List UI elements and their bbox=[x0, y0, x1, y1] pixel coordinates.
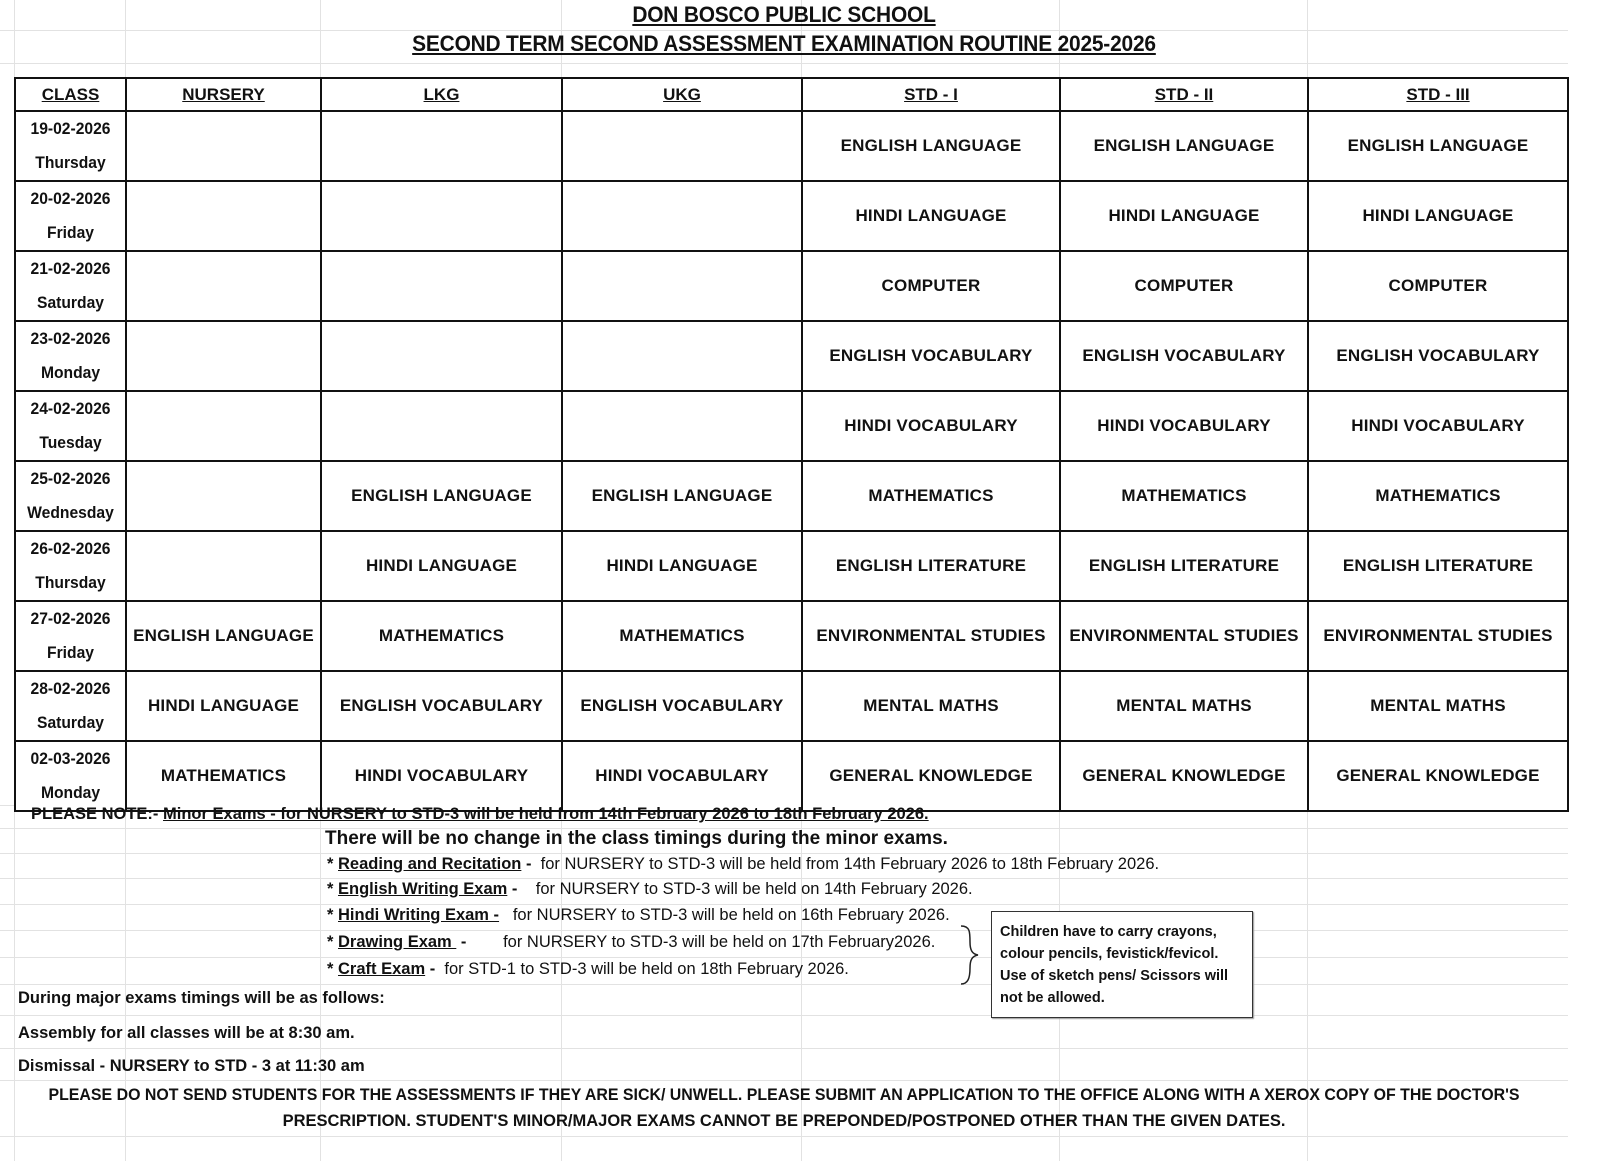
subject-cell: COMPUTER bbox=[1060, 251, 1308, 321]
subject-cell: ENGLISH LANGUAGE bbox=[321, 461, 562, 531]
subject-cell: MATHEMATICS bbox=[321, 601, 562, 671]
exam-day: Friday bbox=[47, 223, 94, 242]
subject-cell bbox=[321, 111, 562, 181]
minor-exams-note: Minor Exams - for NURSERY to STD-3 will be held from 14th February 2026 to 18th February 2026. bbox=[163, 805, 929, 823]
separator: - bbox=[521, 855, 537, 873]
subject-cell: MATHEMATICS bbox=[126, 741, 321, 811]
subject-cell bbox=[562, 251, 802, 321]
separator: - bbox=[456, 933, 471, 951]
subject-cell: ENVIRONMENTAL STUDIES bbox=[1060, 601, 1308, 671]
exam-label: Craft Exam bbox=[338, 960, 426, 978]
column-header-lkg: LKG bbox=[321, 78, 562, 111]
exam-date: 27-02-2026 bbox=[30, 609, 111, 628]
subject-cell: ENGLISH VOCABULARY bbox=[1308, 321, 1568, 391]
subject-cell: ENGLISH LITERATURE bbox=[802, 531, 1060, 601]
exam-date: 21-02-2026 bbox=[30, 259, 111, 278]
bullet-mark: * bbox=[327, 880, 339, 898]
exam-date: 26-02-2026 bbox=[30, 539, 111, 558]
subject-cell bbox=[126, 181, 321, 251]
date-cell bbox=[15, 531, 126, 601]
exam-date: 25-02-2026 bbox=[30, 469, 111, 488]
materials-callout: Children have to carry crayons, colour pencils, fevistick/fevicol. Use of sketch pens/ Scissors will not be allowed. bbox=[991, 911, 1253, 1018]
subject-cell bbox=[126, 111, 321, 181]
subject-cell: ENGLISH LITERATURE bbox=[1060, 531, 1308, 601]
date-cell bbox=[15, 111, 126, 181]
no-change-note: There will be no change in the class timings during the minor exams. bbox=[325, 828, 948, 849]
exam-detail: for NURSERY to STD-3 will be held from 14th February 2026 to 18th February 2026. bbox=[536, 855, 1160, 873]
subject-cell bbox=[321, 391, 562, 461]
subject-cell bbox=[126, 251, 321, 321]
subject-cell bbox=[562, 111, 802, 181]
exam-detail: for NURSERY to STD-3 will be held on 14th February 2026. bbox=[522, 880, 973, 898]
subject-cell: MENTAL MATHS bbox=[802, 671, 1060, 741]
subject-cell: HINDI VOCABULARY bbox=[1308, 391, 1568, 461]
bullet-mark: * bbox=[327, 855, 339, 873]
table-row bbox=[15, 251, 1568, 321]
exam-detail: for NURSERY to STD-3 will be held on 17th February2026. bbox=[470, 933, 936, 951]
minor-exam-item bbox=[327, 933, 935, 952]
subject-cell bbox=[126, 531, 321, 601]
exam-date: 20-02-2026 bbox=[30, 189, 111, 208]
exam-day: Wednesday bbox=[27, 503, 114, 522]
footer-notice bbox=[0, 1082, 1568, 1134]
date-cell bbox=[15, 251, 126, 321]
column-header-std-1: STD - I bbox=[802, 78, 1060, 111]
subject-cell: HINDI LANGUAGE bbox=[1060, 181, 1308, 251]
subject-cell: MATHEMATICS bbox=[1060, 461, 1308, 531]
exam-day: Tuesday bbox=[39, 433, 102, 452]
brace-icon bbox=[958, 924, 982, 986]
minor-exam-item bbox=[327, 906, 950, 925]
table-row bbox=[15, 321, 1568, 391]
footer-line-1: PLEASE DO NOT SEND STUDENTS FOR THE ASSESSMENTS IF THEY ARE SICK/ UNWELL. PLEASE SUBMIT AN APPLICATION TO THE OFFICE ALONG WITH A XEROX COPY OF THE DOCTOR'S bbox=[48, 1086, 1520, 1104]
subject-cell: HINDI LANGUAGE bbox=[321, 531, 562, 601]
exam-day: Thursday bbox=[35, 153, 106, 172]
subject-cell bbox=[321, 321, 562, 391]
exam-date: 02-03-2026 bbox=[30, 749, 111, 768]
minor-exam-item bbox=[327, 880, 973, 899]
subject-cell bbox=[562, 391, 802, 461]
subject-cell: ENGLISH VOCABULARY bbox=[562, 671, 802, 741]
subject-cell: HINDI VOCABULARY bbox=[562, 741, 802, 811]
subject-cell bbox=[321, 181, 562, 251]
exam-label: English Writing Exam bbox=[338, 880, 508, 898]
subject-cell: ENVIRONMENTAL STUDIES bbox=[802, 601, 1060, 671]
subject-cell: COMPUTER bbox=[802, 251, 1060, 321]
subject-cell: GENERAL KNOWLEDGE bbox=[1308, 741, 1568, 811]
column-header-class: CLASS bbox=[15, 78, 126, 111]
minor-exam-item bbox=[327, 855, 1159, 874]
table-row bbox=[15, 741, 1568, 811]
subject-cell: MENTAL MATHS bbox=[1308, 671, 1568, 741]
column-header-std-2: STD - II bbox=[1060, 78, 1308, 111]
date-cell bbox=[15, 181, 126, 251]
subject-cell: ENGLISH LANGUAGE bbox=[1308, 111, 1568, 181]
dismissal-time: Dismissal - NURSERY to STD - 3 at 11:30 am bbox=[18, 1057, 365, 1075]
column-header-ukg: UKG bbox=[562, 78, 802, 111]
subject-cell: ENGLISH VOCABULARY bbox=[802, 321, 1060, 391]
exam-label: Reading and Recitation bbox=[338, 855, 522, 873]
exam-day: Monday bbox=[40, 363, 101, 382]
school-name: DON BOSCO PUBLIC SCHOOL bbox=[632, 2, 936, 27]
exam-date: 19-02-2026 bbox=[30, 119, 111, 138]
column-header-std-3: STD - III bbox=[1308, 78, 1568, 111]
date-cell bbox=[15, 671, 126, 741]
subject-cell: MATHEMATICS bbox=[562, 601, 802, 671]
exam-day: Monday bbox=[40, 783, 101, 802]
exam-detail: for NURSERY to STD-3 will be held on 16th February 2026. bbox=[499, 906, 950, 924]
table-header-row bbox=[15, 78, 1568, 111]
assembly-time: Assembly for all classes will be at 8:30 am. bbox=[18, 1024, 355, 1042]
date-cell bbox=[15, 461, 126, 531]
exam-day: Friday bbox=[47, 643, 94, 662]
major-exams-heading: During major exams timings will be as follows: bbox=[18, 989, 385, 1007]
subject-cell bbox=[126, 321, 321, 391]
exam-routine-table bbox=[14, 77, 1569, 812]
exam-day: Thursday bbox=[35, 573, 106, 592]
subject-cell: COMPUTER bbox=[1308, 251, 1568, 321]
please-note-prefix: PLEASE NOTE:- bbox=[31, 805, 164, 823]
subject-cell: GENERAL KNOWLEDGE bbox=[1060, 741, 1308, 811]
table-row bbox=[15, 391, 1568, 461]
subject-cell bbox=[562, 321, 802, 391]
subject-cell: HINDI LANGUAGE bbox=[562, 531, 802, 601]
subject-cell: MATHEMATICS bbox=[802, 461, 1060, 531]
subject-cell: HINDI LANGUAGE bbox=[802, 181, 1060, 251]
exam-detail: for STD-1 to STD-3 will be held on 18th February 2026. bbox=[439, 960, 849, 978]
routine-title: SECOND TERM SECOND ASSESSMENT EXAMINATION ROUTINE 2025-2026 bbox=[412, 31, 1156, 56]
subject-cell: ENGLISH LANGUAGE bbox=[802, 111, 1060, 181]
subject-cell: HINDI LANGUAGE bbox=[126, 671, 321, 741]
table-row bbox=[15, 531, 1568, 601]
date-cell bbox=[15, 601, 126, 671]
subject-cell: HINDI VOCABULARY bbox=[802, 391, 1060, 461]
subject-cell: ENGLISH LANGUAGE bbox=[126, 601, 321, 671]
date-cell bbox=[15, 741, 126, 811]
table-row bbox=[15, 461, 1568, 531]
subject-cell bbox=[321, 251, 562, 321]
bullet-mark: * bbox=[327, 906, 339, 924]
subject-cell: ENGLISH LANGUAGE bbox=[1060, 111, 1308, 181]
separator: - bbox=[507, 880, 522, 898]
date-cell bbox=[15, 321, 126, 391]
bullet-mark: * bbox=[327, 933, 339, 951]
subject-cell: ENGLISH LITERATURE bbox=[1308, 531, 1568, 601]
subject-cell bbox=[126, 461, 321, 531]
subject-cell: GENERAL KNOWLEDGE bbox=[802, 741, 1060, 811]
exam-label: Hindi Writing Exam - bbox=[338, 906, 500, 924]
subject-cell: HINDI LANGUAGE bbox=[1308, 181, 1568, 251]
footer-line-2: PRESCRIPTION. STUDENT'S MINOR/MAJOR EXAMS CANNOT BE PREPONDED/POSTPONED OTHER THAN THE GIVEN DATES. bbox=[282, 1112, 1286, 1130]
exam-date: 23-02-2026 bbox=[30, 329, 111, 348]
subject-cell: MATHEMATICS bbox=[1308, 461, 1568, 531]
subject-cell: HINDI VOCABULARY bbox=[1060, 391, 1308, 461]
minor-exam-item bbox=[327, 960, 849, 979]
table-row bbox=[15, 181, 1568, 251]
exam-date: 24-02-2026 bbox=[30, 399, 111, 418]
exam-date: 28-02-2026 bbox=[30, 679, 111, 698]
date-cell bbox=[15, 391, 126, 461]
separator: - bbox=[425, 960, 440, 978]
subject-cell bbox=[126, 391, 321, 461]
exam-label: Drawing Exam bbox=[338, 933, 457, 951]
please-note bbox=[31, 805, 929, 824]
subject-cell: ENVIRONMENTAL STUDIES bbox=[1308, 601, 1568, 671]
subject-cell: MENTAL MATHS bbox=[1060, 671, 1308, 741]
column-header-nursery: NURSERY bbox=[126, 78, 321, 111]
subject-cell: ENGLISH LANGUAGE bbox=[562, 461, 802, 531]
subject-cell bbox=[562, 181, 802, 251]
table-row bbox=[15, 601, 1568, 671]
subject-cell: ENGLISH VOCABULARY bbox=[321, 671, 562, 741]
exam-day: Saturday bbox=[37, 293, 104, 312]
table-row bbox=[15, 111, 1568, 181]
bullet-mark: * bbox=[327, 960, 339, 978]
subject-cell: ENGLISH VOCABULARY bbox=[1060, 321, 1308, 391]
table-row bbox=[15, 671, 1568, 741]
subject-cell: HINDI VOCABULARY bbox=[321, 741, 562, 811]
exam-day: Saturday bbox=[37, 713, 104, 732]
